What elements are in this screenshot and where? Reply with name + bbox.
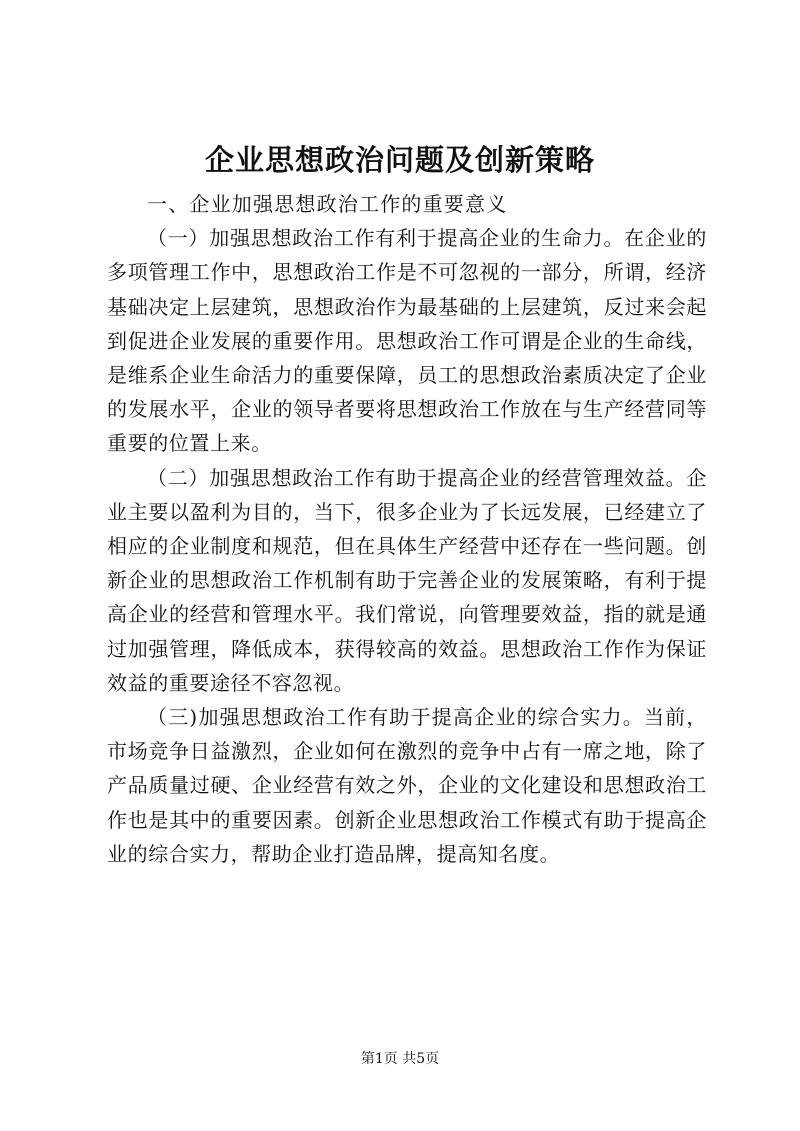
document-body (107, 187, 707, 871)
paragraph-2: （二）加强思想政治工作有助于提高企业的经营管理效益。企业主要以盈利为目的，当下，很多企业为了长远发展，已经建立了相应的企业制度和规范，但在具体生产经营中还存在一些问题。创新企业的思想政治工作机制有助于完善企业的发展策略，有利于提高企业的经营和管理水平。我们常说，向管理要效益，指的就是通过加强管理，降低成本，获得较高的效益。思想政治工作作为保证效益的重要途径不容忽视。 (107, 465, 707, 695)
page-number-footer: 第1页 共5页 (360, 1051, 440, 1067)
paragraph-1: （一）加强思想政治工作有利于提高企业的生命力。在企业的多项管理工作中，思想政治工作是不可忽视的一部分，所谓，经济基础决定上层建筑，思想政治作为最基础的上层建筑，反过来会起到促进企业发展的重要作用。思想政治工作可谓是企业的生命线，是维系企业生命活力的重要保障，员工的思想政治素质决定了企业的发展水平，企业的领导者要将思想政治工作放在与生产经营同等重要的位置上来。 (107, 226, 707, 456)
paragraph-3: （三)加强思想政治工作有助于提高企业的综合实力。当前，市场竞争日益激烈，企业如何在激烈的竞争中占有一席之地，除了产品质量过硬、企业经营有效之外，企业的文化建设和思想政治工作也是其中的重要因素。创新企业思想政治工作模式有助于提高企业的综合实力，帮助企业打造品牌，提高知名度。 (107, 705, 707, 866)
document-title: 企业思想政治问题及创新策略 (204, 143, 595, 177)
section-heading: 一、企业加强思想政治工作的重要意义 (147, 192, 508, 216)
